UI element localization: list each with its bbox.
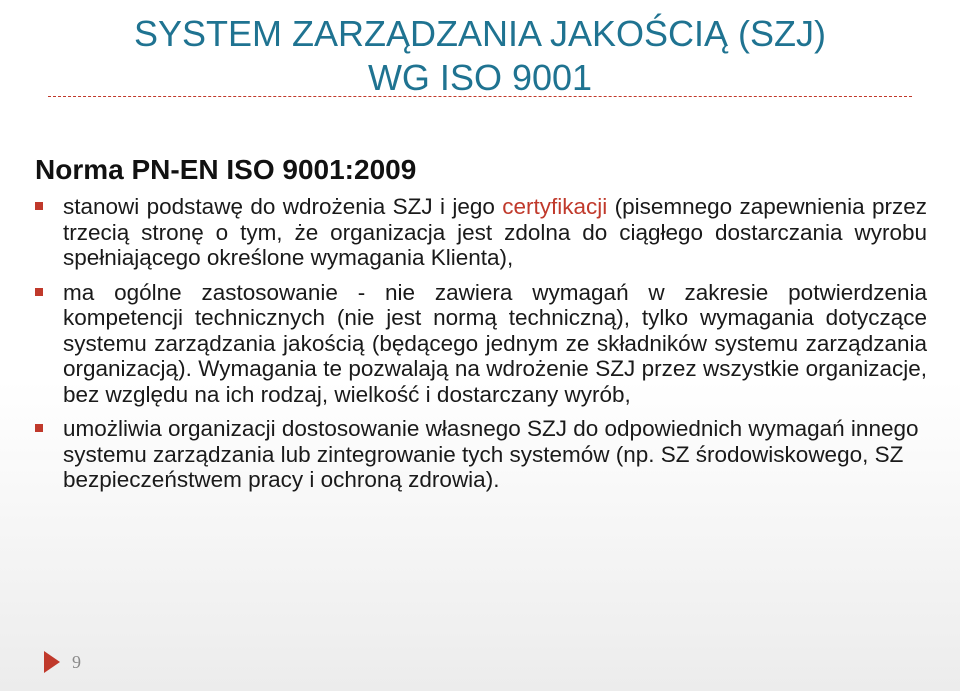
title-line-1: SYSTEM ZARZĄDZANIA JAKOŚCIĄ (SZJ) — [133, 13, 827, 54]
square-bullet-icon — [35, 288, 43, 296]
title-line-2: WG ISO 9001 — [367, 57, 593, 98]
bullet-2-text: ma ogólne zastosowanie - nie zawiera wymagań w zakresie potwierdzenia kompetencji technicznych (nie jest normą techniczną), tylko wymagania dotyczące systemu zarządzania jakością (będącego jednym ze składników systemu zarządzania organizacją). Wymagania te pozwalają na wdrożenie SZJ przez wszystkie organizacje, bez względu na ich rodzaj, wielkość i dostarczany wyrób, — [63, 279, 927, 407]
slide-subtitle: Norma PN-EN ISO 9001:2009 — [35, 154, 417, 185]
slide-title — [0, 12, 960, 100]
bullet-3-text: umożliwia organizacji dostosowanie własnego SZJ do odpowiednich wymagań innego systemu zarządzania lub zintegrowanie tych systemów (np. SZ środowiskowego, SZ bezpieczeństwem pracy i ochroną zdrowia). — [63, 416, 919, 492]
bullet-list — [35, 194, 927, 502]
bullet-item-2 — [35, 280, 927, 408]
bullet-1-text-after: (pisemnego zapewnienia przez trzecią stronę o tym, że organizacja jest zdolna do ciągłego dostarczania wyrobu spełniającego określone wymagania Klienta), — [63, 194, 927, 270]
page-number: 9 — [72, 652, 81, 672]
square-bullet-icon — [35, 202, 43, 210]
bullet-1-text-before: stanowi podstawę do wdrożenia SZJ i jego — [63, 194, 503, 219]
square-bullet-icon — [35, 424, 43, 432]
certification-link[interactable]: certyfikacji — [502, 194, 608, 219]
title-divider — [48, 96, 912, 97]
bullet-item-3 — [35, 416, 927, 493]
bullet-item-1 — [35, 194, 927, 271]
triangle-arrow-icon — [44, 651, 60, 673]
